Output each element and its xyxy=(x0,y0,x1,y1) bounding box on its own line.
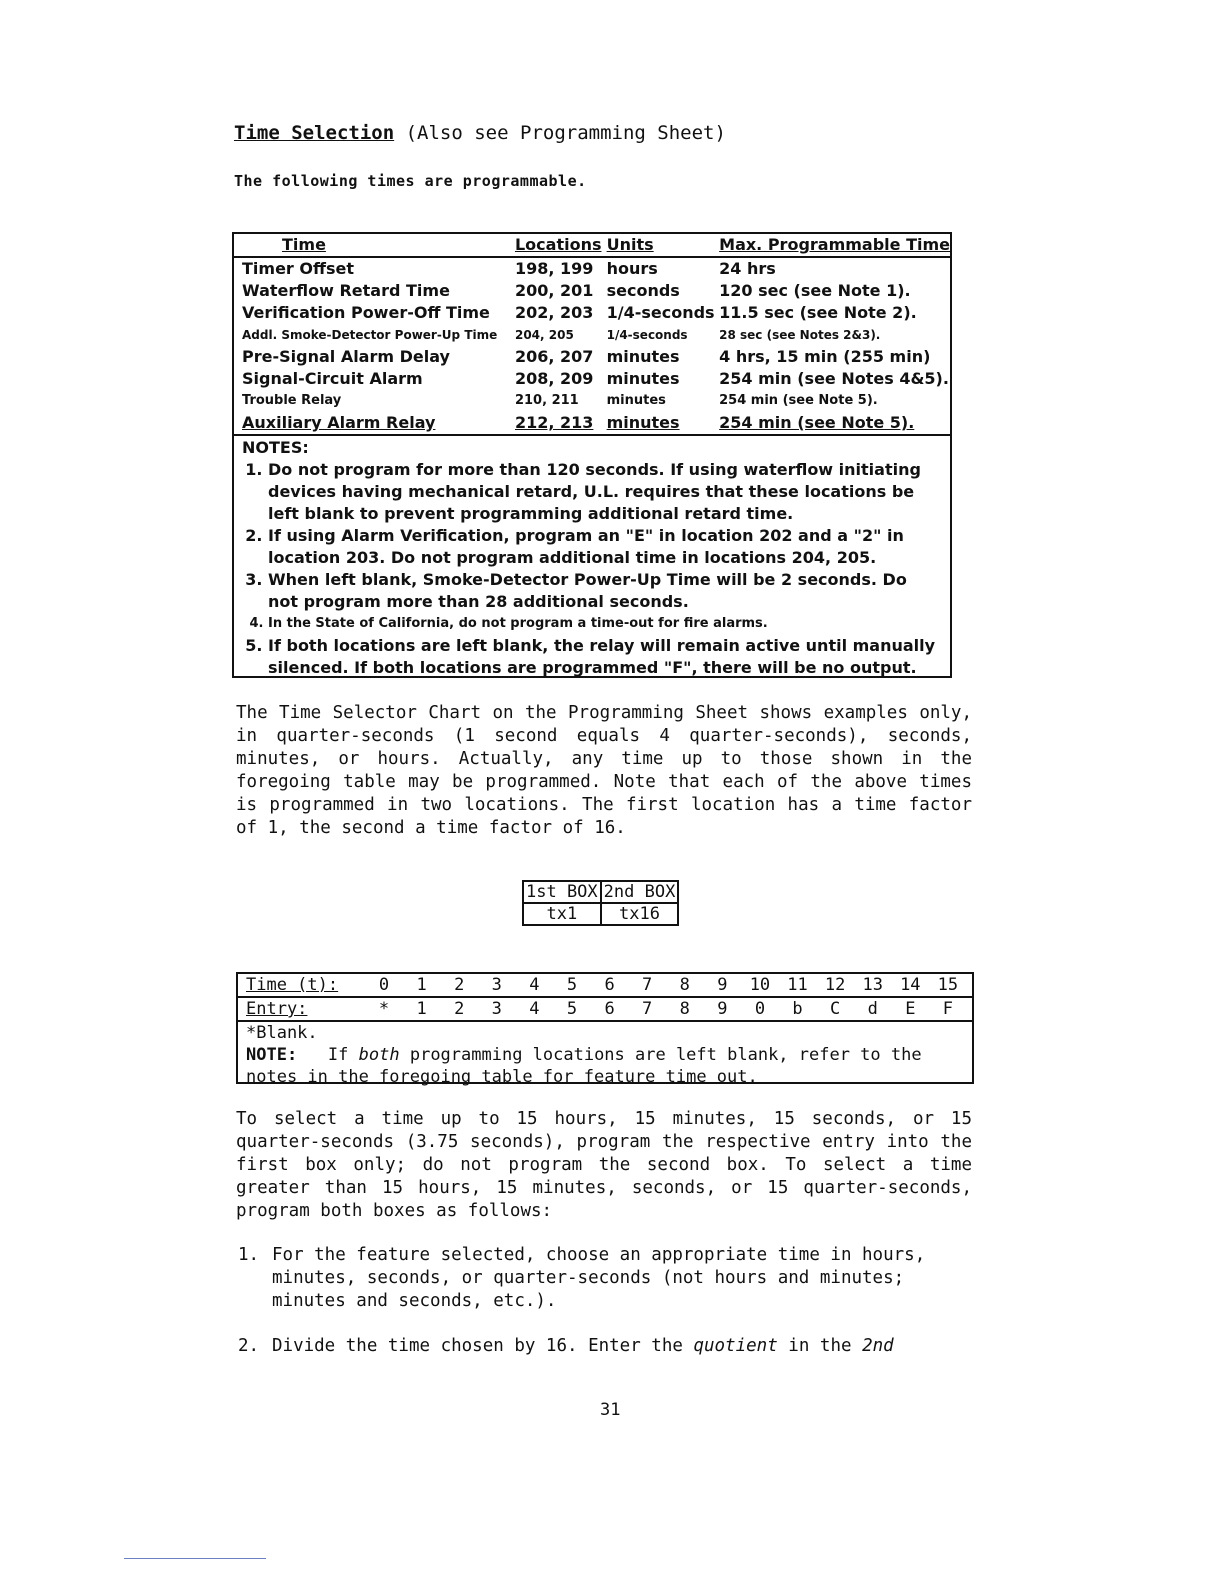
time-value: 2 xyxy=(454,975,465,995)
locations-cell: 212, 213 xyxy=(514,413,594,432)
time-value: 6 xyxy=(604,975,615,995)
time-value: 7 xyxy=(642,975,653,995)
units-cell: 1/4-seconds xyxy=(606,303,715,322)
note-item: 1. Do not program for more than 120 seconds. If using waterflow initiating devices having mechanical retard, U.L. requires that these locations be left blank to prevent programming additional retard time. xyxy=(268,459,942,525)
time-value: 1 xyxy=(416,975,427,995)
time-value: 14 xyxy=(900,975,921,995)
entry-value: E xyxy=(905,999,916,1019)
time-values xyxy=(366,974,972,996)
times-grid xyxy=(234,234,950,434)
table-row xyxy=(234,302,950,324)
locations-cell: 204, 205 xyxy=(514,328,574,342)
time-cell: Addl. Smoke-Detector Power-Up Time xyxy=(242,328,498,342)
time-row xyxy=(238,974,972,998)
entry-value: 8 xyxy=(679,999,690,1019)
step-text-emph: 2nd xyxy=(862,1336,894,1356)
entry-note xyxy=(238,1044,972,1088)
time-cell: Signal-Circuit Alarm xyxy=(242,369,423,388)
blank-note: *Blank. xyxy=(246,1023,318,1043)
locations-cell: 200, 201 xyxy=(514,281,594,300)
max-time-cell: 254 min (see Notes 4&5). xyxy=(719,369,949,388)
header-locations: Locations xyxy=(515,234,607,257)
time-value: 11 xyxy=(787,975,808,995)
units-cell: minutes xyxy=(606,347,680,366)
locations-cell: 210, 211 xyxy=(514,393,579,408)
time-value: 3 xyxy=(491,975,502,995)
time-row-label: Time (t): xyxy=(246,975,339,995)
entry-value: 6 xyxy=(604,999,615,1019)
section-heading xyxy=(234,122,726,144)
time-cell: Auxiliary Alarm Relay xyxy=(242,413,436,432)
intro-text: The following times are programmable. xyxy=(234,172,587,190)
second-box-factor: tx16 xyxy=(601,903,679,925)
time-cell: Waterflow Retard Time xyxy=(242,281,450,300)
time-cell: Timer Offset xyxy=(242,259,354,278)
time-value: 10 xyxy=(749,975,771,995)
time-value: 8 xyxy=(679,975,690,995)
entry-value: d xyxy=(867,999,878,1019)
table-row xyxy=(234,324,950,346)
max-time-cell: 24 hrs xyxy=(719,259,776,278)
time-value: 5 xyxy=(566,975,578,995)
step-item xyxy=(238,1244,978,1313)
table-row xyxy=(234,412,950,434)
entry-value: 4 xyxy=(529,999,540,1019)
entry-value: C xyxy=(830,999,841,1019)
max-time-cell: 254 min (see Note 5). xyxy=(719,413,915,432)
entry-note-emph: both xyxy=(358,1045,400,1065)
units-cell: 1/4-seconds xyxy=(606,328,688,342)
units-cell: minutes xyxy=(606,369,680,388)
header-time: Time xyxy=(234,234,515,257)
step-number: 1. xyxy=(238,1245,260,1265)
section-aside: (Also see Programming Sheet) xyxy=(405,122,726,144)
units-cell: minutes xyxy=(606,393,666,408)
locations-cell: 202, 203 xyxy=(514,303,594,322)
units-cell: hours xyxy=(606,259,658,278)
locations-cell: 208, 209 xyxy=(514,369,594,388)
max-time-cell: 11.5 sec (see Note 2). xyxy=(719,303,917,322)
notes-list xyxy=(234,459,950,679)
note-item: 5. If both locations are left blank, the relay will remain active until manually silenced. If both locations are programmed "F", there will be no output. xyxy=(268,635,942,679)
step-number: 2. xyxy=(238,1336,260,1356)
entry-row xyxy=(238,998,972,1022)
table-row xyxy=(523,881,678,903)
time-value: 15 xyxy=(937,975,959,995)
box-factor-table xyxy=(522,880,679,926)
header-units: Units xyxy=(607,234,720,257)
time-cell: Trouble Relay xyxy=(242,393,342,408)
second-box-header: 2nd BOX xyxy=(601,881,679,903)
time-value: 13 xyxy=(862,975,883,995)
step-text: For the feature selected, choose an appropriate time in hours, minutes, seconds, or quarter-seconds (not hours and minutes; minutes and seconds, etc.). xyxy=(272,1245,926,1311)
locations-cell: 198, 199 xyxy=(514,259,594,278)
first-box-header: 1st BOX xyxy=(523,881,601,903)
note-item: 2. If using Alarm Verification, program an "E" in location 202 and a "2" in location 203. Do not program additional time in locations 204, 205. xyxy=(268,525,942,569)
time-entry-table xyxy=(236,972,974,1087)
max-time-cell: 254 min (see Note 5). xyxy=(719,393,878,408)
entry-value: 2 xyxy=(454,999,465,1019)
table-row xyxy=(234,346,950,368)
page-number: 31 xyxy=(600,1400,621,1420)
time-value: 4 xyxy=(529,975,540,995)
time-cell: Verification Power-Off Time xyxy=(242,303,490,322)
step-text-emph: quotient xyxy=(693,1336,778,1356)
footer-rule xyxy=(124,1558,266,1559)
entry-value: 7 xyxy=(642,999,653,1019)
table-row xyxy=(234,368,950,390)
locations-cell: 206, 207 xyxy=(514,347,594,366)
body-paragraph: The Time Selector Chart on the Programming Sheet shows examples only, in quarter-seconds (1 second equals 4 quarter-seconds), seconds, minutes, or hours. Actually, any time up to those shown in the foregoing table may be programmed. Note that each of the above times is programmed in two locations. The first location has a time factor of 1, the second a time factor of 16. xyxy=(236,703,972,838)
table-row xyxy=(234,257,950,280)
entry-note-pre: If xyxy=(327,1045,349,1065)
max-time-cell: 4 hrs, 15 min (255 min) xyxy=(719,347,931,366)
entry-value: 1 xyxy=(416,999,427,1019)
note-item: 4. In the State of California, do not program a time-out for fire alarms. xyxy=(268,613,942,635)
entry-value: 5 xyxy=(566,999,578,1019)
table-row xyxy=(523,903,678,925)
table-row xyxy=(234,390,950,412)
units-cell: minutes xyxy=(606,413,680,432)
entry-value: * xyxy=(378,999,390,1019)
units-cell: seconds xyxy=(606,281,680,300)
step-text-mid: in the xyxy=(788,1336,852,1356)
first-box-factor: tx1 xyxy=(523,903,601,925)
entry-value: F xyxy=(942,999,954,1019)
steps-list xyxy=(238,1244,978,1380)
time-value: 0 xyxy=(378,975,390,995)
time-cell: Pre-Signal Alarm Delay xyxy=(242,347,450,366)
entry-value: 3 xyxy=(491,999,502,1019)
time-value: 9 xyxy=(717,975,728,995)
entry-value: 0 xyxy=(754,999,766,1019)
entry-note-label: NOTE: xyxy=(246,1045,298,1065)
table-row xyxy=(234,280,950,302)
notes-label: NOTES: xyxy=(234,434,950,457)
header-max-time: Max. Programmable Time xyxy=(719,234,950,257)
step-text-pre: Divide the time chosen by 16. Enter the xyxy=(272,1336,683,1356)
entry-value: 9 xyxy=(717,999,728,1019)
table-header-row xyxy=(234,234,950,257)
step-text xyxy=(272,1335,894,1358)
entry-value: b xyxy=(792,999,803,1019)
max-time-cell: 120 sec (see Note 1). xyxy=(719,281,911,300)
step-item xyxy=(238,1335,978,1358)
entry-note-post: programming locations are left blank, refer to the notes in the foregoing table for feature time out. xyxy=(246,1045,922,1087)
time-value: 12 xyxy=(824,975,846,995)
max-time-cell: 28 sec (see Notes 2&3). xyxy=(719,328,881,342)
entry-row-label: Entry: xyxy=(246,999,308,1019)
note-item: 3. When left blank, Smoke-Detector Power-Up Time will be 2 seconds. Do not program more than 28 additional seconds. xyxy=(268,569,942,613)
entry-values xyxy=(366,998,972,1020)
programmable-times-table xyxy=(232,232,952,678)
body-paragraph: To select a time up to 15 hours, 15 minutes, 15 seconds, or 15 quarter-seconds (3.75 seconds), program the respective entry into the first box only; do not program the second box. To select a time greater than 15 hours, 15 minutes, seconds, or 15 quarter-seconds, program both boxes as follows: xyxy=(236,1109,972,1221)
section-title: Time Selection xyxy=(234,122,395,144)
